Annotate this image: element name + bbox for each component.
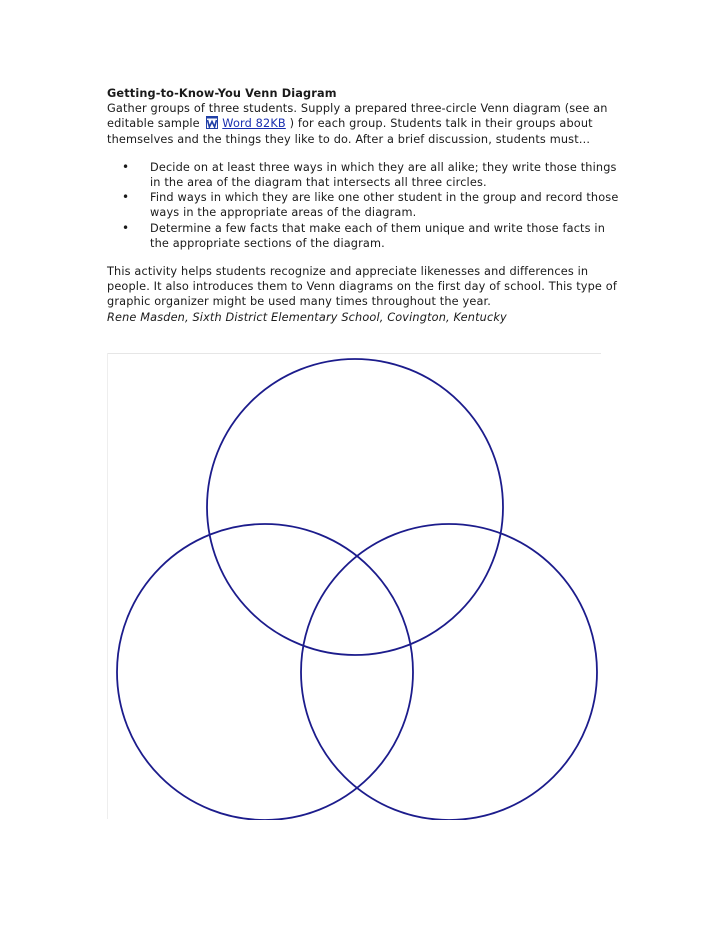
intro-text-start: Gather groups of three students. Supply a prepared three-circle Venn diagram (see an editable sample	[107, 102, 608, 131]
list-item	[107, 160, 627, 190]
bullet: •	[122, 190, 130, 205]
venn-circle-left	[117, 524, 413, 820]
intro-paragraph	[107, 101, 627, 147]
bullet: •	[122, 220, 130, 235]
list-item-text: Find ways in which they are like one other student in the group and record those ways in the appropriate areas of the diagram.	[150, 191, 619, 220]
article	[107, 86, 627, 325]
bullet: •	[122, 159, 130, 174]
venn-circle-top	[207, 359, 503, 655]
intro-text-end: ) for each group. Students talk in their groups about themselves and the things they like to do. After a brief discussion, students must…	[107, 117, 593, 146]
author-credit: Rene Masden, Sixth District Elementary School, Covington, Kentucky	[107, 310, 507, 324]
list-item-text: Determine a few facts that make each of them unique and write those facts in the appropriate sections of the diagram.	[150, 221, 606, 250]
word-document-icon-graphic	[206, 116, 218, 129]
venn-circle-right	[301, 524, 597, 820]
list-item	[107, 190, 627, 220]
summary-paragraph: This activity helps students recognize and appreciate likenesses and differences in people. It also introduces them to Venn diagrams on the first day of school. This type of graphic organizer might be used many times throughout the year.	[107, 265, 617, 309]
venn-diagram	[107, 354, 601, 820]
page-title: Getting-to-Know-You Venn Diagram	[107, 87, 337, 100]
steps-list	[107, 160, 627, 251]
list-item	[107, 221, 627, 251]
word-document-icon[interactable]	[206, 116, 218, 129]
list-item-text: Decide on at least three ways in which they are all alike; they write those things in the area of the diagram that intersects all three circles.	[150, 160, 617, 190]
word-sample-link[interactable]: Word 82KB	[222, 117, 286, 131]
